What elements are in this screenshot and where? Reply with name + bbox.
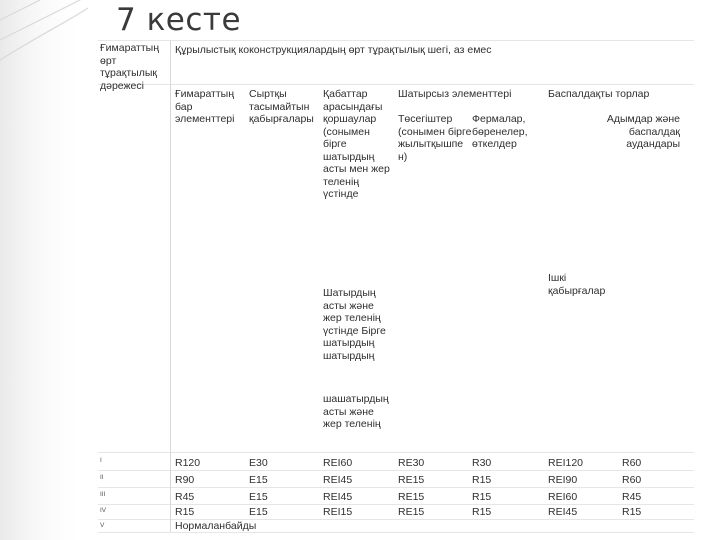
subheader-stairwells: Баспалдақты торлар <box>548 88 650 100</box>
cell-building: R90 <box>175 474 195 486</box>
table-divider-header <box>98 84 694 85</box>
cell-slabs: RE15 <box>398 474 425 486</box>
subheader-inner-walls: Ішкі қабырғалар <box>548 272 606 297</box>
cell-floor-barriers: REI45 <box>323 491 353 503</box>
cell-inner-walls: REI90 <box>548 474 578 486</box>
cell-outer-walls: E15 <box>249 506 268 518</box>
cell-building: R120 <box>175 457 201 469</box>
cell-building: R45 <box>175 491 195 503</box>
cell-building: R15 <box>175 506 195 518</box>
header-fire-degree: Ғимараттың өрт тұрақтылық дәрежесі <box>100 42 160 92</box>
cell-slabs: RE15 <box>398 506 425 518</box>
cell-trusses: R15 <box>472 491 492 503</box>
cell-inner-walls: REI120 <box>548 457 584 469</box>
cell-inner-walls: REI45 <box>548 506 578 518</box>
cell-not-normalized: Нормаланбайды <box>175 520 257 532</box>
table-divider-row <box>98 487 694 488</box>
subheader-slabs: Төсегіштер (сонымен бірге жылытқышпе н) <box>398 113 472 163</box>
header-construction-limit: Құрылыстық коконструкциялардың өрт тұрақтылық шегі, аз емес <box>175 44 492 56</box>
subheader-attic-floor-end: шашатырдың асты және жер теленің <box>323 393 389 430</box>
cell-floor-barriers: REI15 <box>323 506 353 518</box>
subheader-stair-areas: Адымдар және баспалдақ аудандары <box>606 113 680 150</box>
cell-slabs: RE30 <box>398 457 425 469</box>
row-degree: IV <box>100 507 107 514</box>
subheader-building-elements: Ғимараттың бар элементтері <box>175 88 235 125</box>
subheader-trusses: Фермалар, бөренелер, өткелдер <box>472 113 528 150</box>
cell-trusses: R15 <box>472 474 492 486</box>
table-column-divider <box>170 40 171 532</box>
row-degree: III <box>100 491 106 498</box>
cell-trusses: R15 <box>472 506 492 518</box>
cell-stair-areas: R60 <box>622 474 642 486</box>
cell-trusses: R30 <box>472 457 492 469</box>
subheader-floor-barriers: Қабаттар арасындағы қоршаулар (сонымен бірге шатырдың асты мен жер теленің үстінде <box>323 88 390 200</box>
cell-floor-barriers: REI45 <box>323 474 353 486</box>
table-divider-row <box>98 504 694 505</box>
cell-stair-areas: R45 <box>622 491 642 503</box>
cell-outer-walls: E30 <box>249 457 268 469</box>
cell-floor-barriers: REI60 <box>323 457 353 469</box>
table-divider-row <box>98 470 694 471</box>
cell-stair-areas: R60 <box>622 457 642 469</box>
table-border-top <box>98 40 694 41</box>
row-degree: II <box>100 474 104 481</box>
cell-outer-walls: E15 <box>249 491 268 503</box>
cell-slabs: RE15 <box>398 491 425 503</box>
cell-stair-areas: R15 <box>622 506 642 518</box>
subheader-outer-walls: Сыртқы тасымайтын қабырғалары <box>249 88 314 125</box>
cell-inner-walls: REI60 <box>548 491 578 503</box>
subheader-attic-floor: Шатырдың асты және жер теленің үстінде Бірге шатырдың шатырдың <box>323 287 386 362</box>
page-title: 7 кесте <box>116 2 242 38</box>
cell-outer-walls: E15 <box>249 474 268 486</box>
row-degree: V <box>100 522 105 529</box>
subheader-roofless-elements: Шатырсыз элементтері <box>398 88 512 100</box>
table-divider-row <box>98 452 694 453</box>
row-degree: I <box>100 457 102 464</box>
